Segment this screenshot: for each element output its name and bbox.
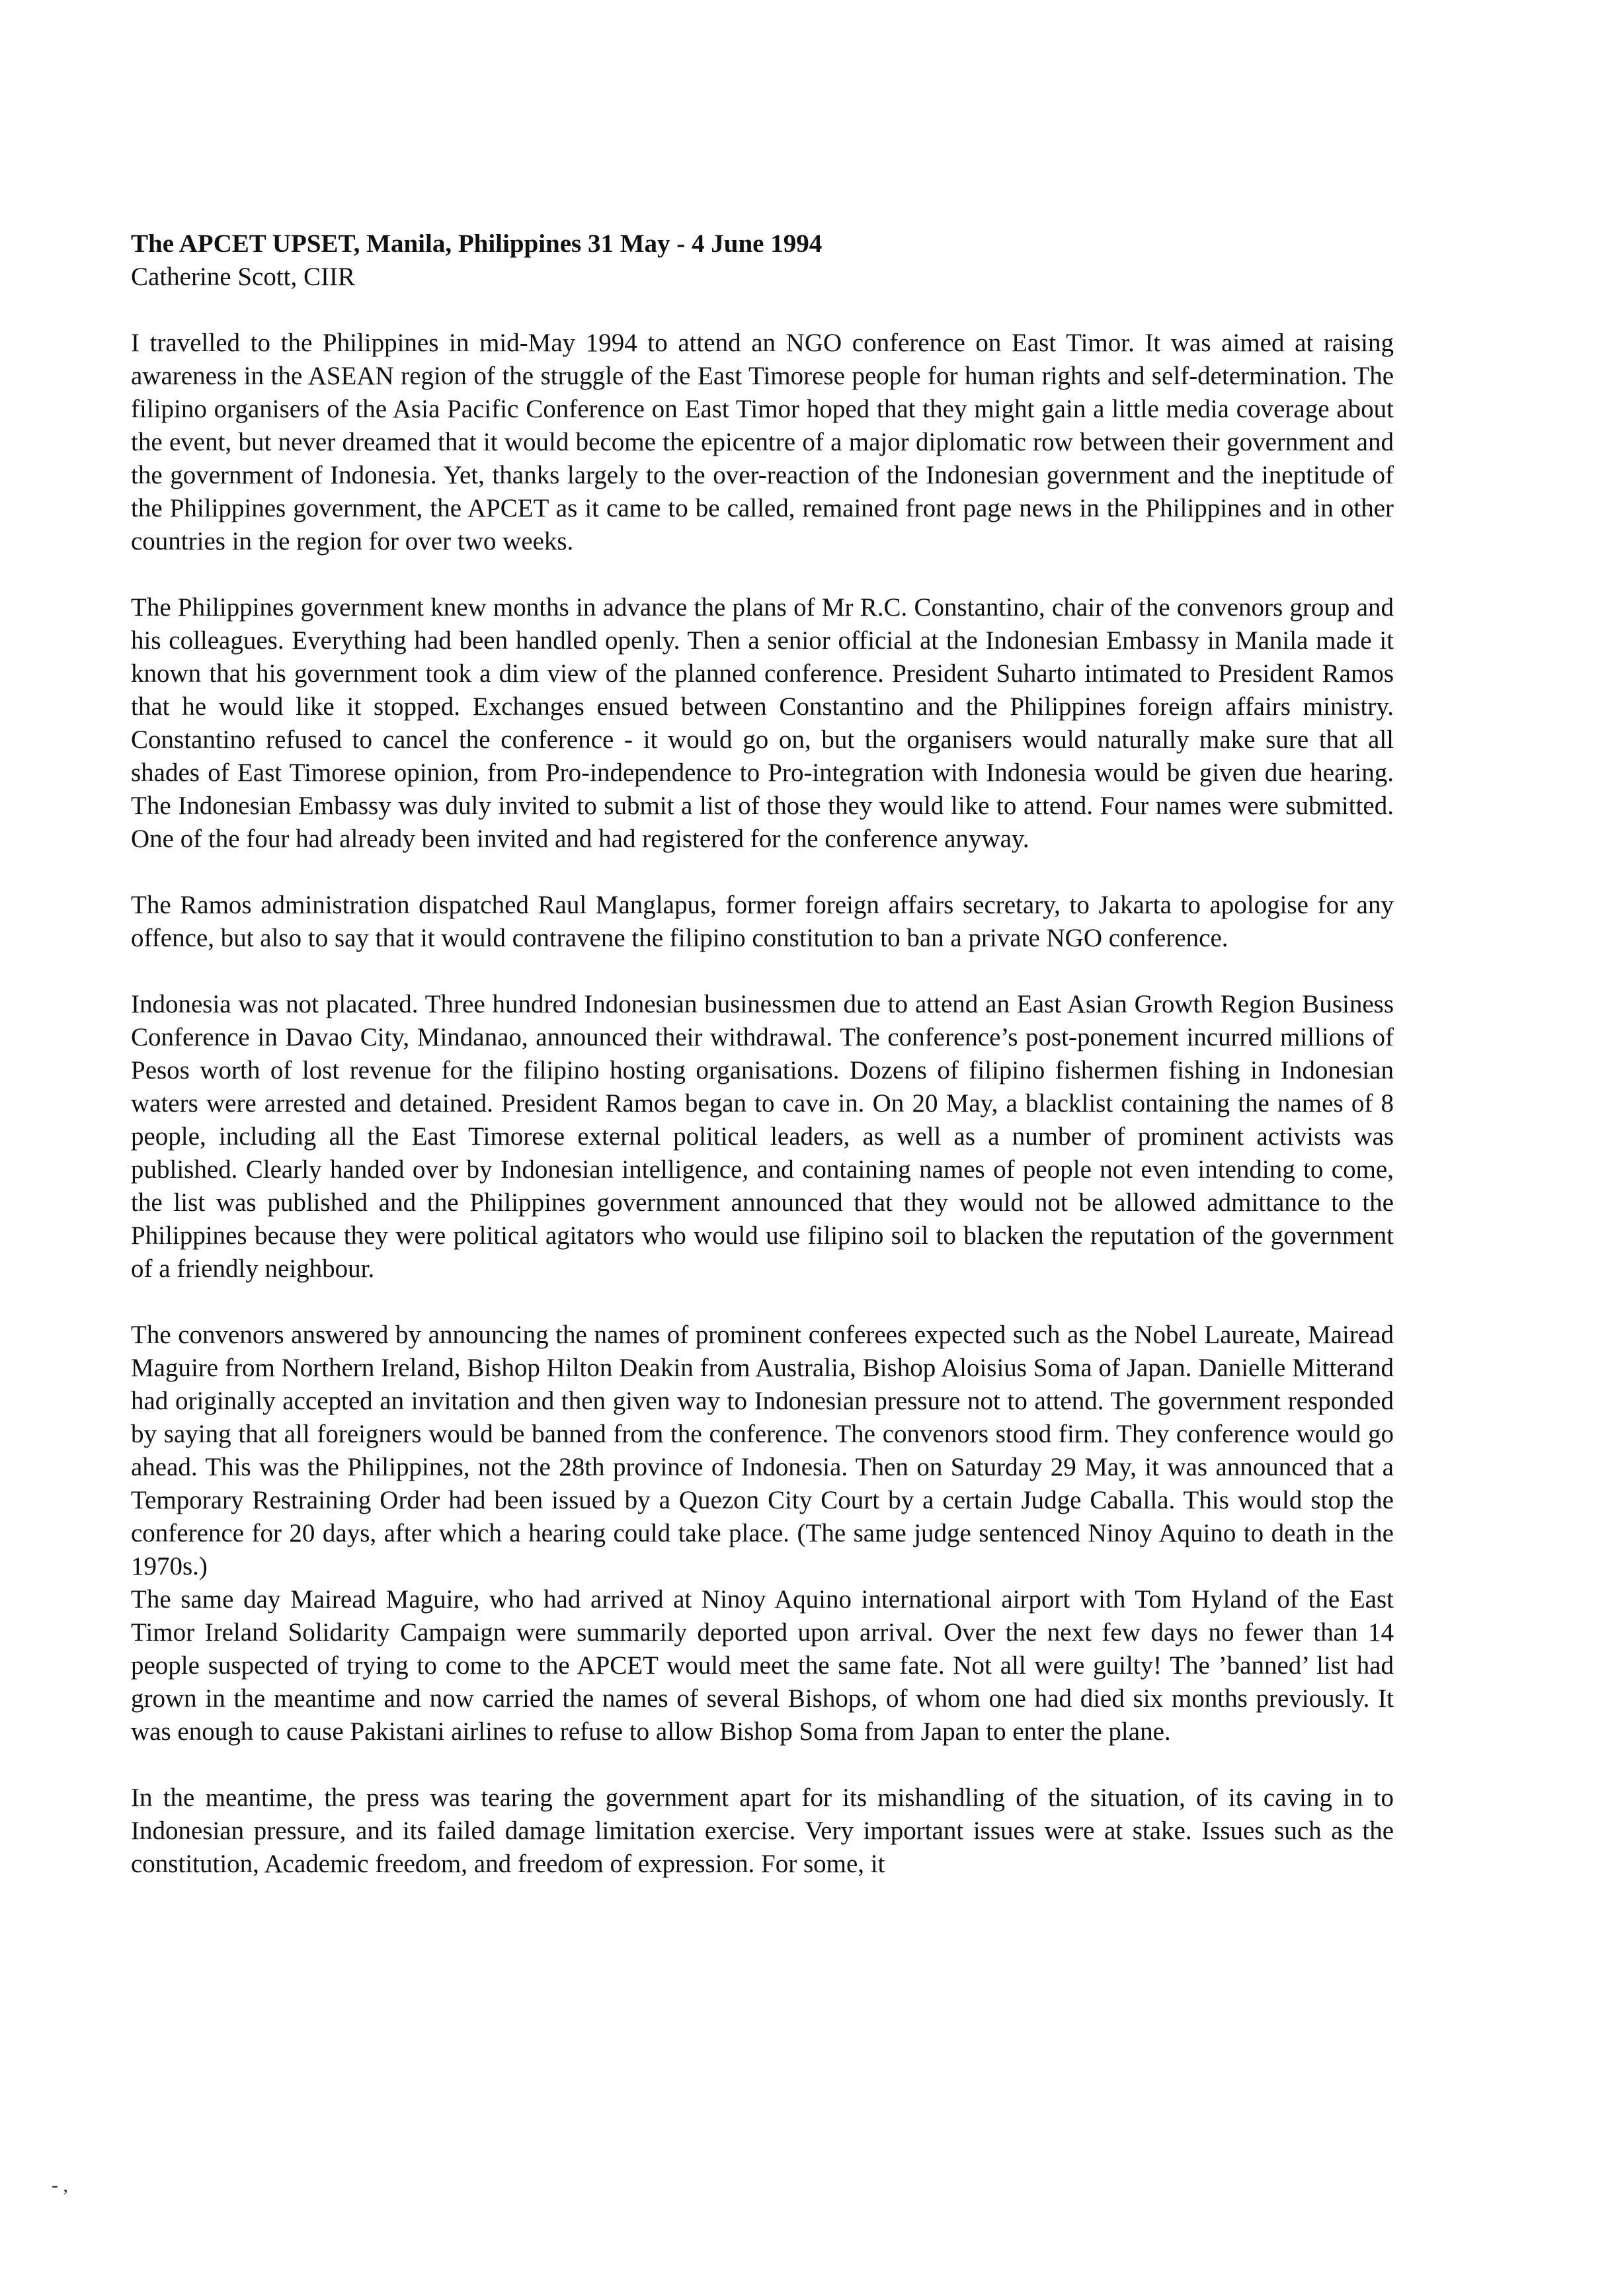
paragraph-intro: I travelled to the Philippines in mid-May 1994 to attend an NGO conference on East Timor. It was aimed at raising awareness in the ASEAN region of the struggle of the East Timorese people for human rights and self-determination. The filipino organisers of the Asia Pacific Conference on East Timor hoped that they might gain a little media coverage about the event, but never dreamed that it would become the epicentre of a major diplomatic row between their government and the government of Indonesia. Yet, thanks largely to the over-reaction of the Indonesian government and the ineptitude of the Philippines government, the APCET as it came to be called, remained front page news in the Philippines and in other countries in the region for over two weeks.	[131, 329, 1394, 555]
paragraph-ramos-administration: The Ramos administration dispatched Raul Manglapus, former foreign affairs secretary, to Jakarta to apologise for any offence, but also to say that it would contravene the filipino constitution to ban a private NGO conference.	[131, 891, 1394, 952]
paragraph-deportations: The same day Mairead Maguire, who had arrived at Ninoy Aquino international airport with Tom Hyland of the East Timor Ireland Solidarity Campaign were summarily deported upon arrival. Over the next few days no fewer than 14 people suspected of trying to come to the APCET would meet the same fate. Not all were guilty! The ’banned’ list had grown in the meantime and now carried the names of several Bishops, of whom one had died six months previously. It was enough to cause Pakistani airlines to refuse to allow Bishop Soma from Japan to enter the plane.	[131, 1585, 1394, 1746]
paragraph-convenors-answered: The convenors answered by announcing the names of prominent conferees expected such as the Nobel Laureate, Mairead Maguire from Northern Ireland, Bishop Hilton Deakin from Australia, Bishop Aloisius Soma of Japan. Danielle Mitterand had originally accepted an invitation and then given way to Indonesian pressure not to attend. The government responded by saying that all foreigners would be banned from the conference. The convenors stood firm. They conference would go ahead. This was the Philippines, not the 28th province of Indonesia. Then on Saturday 29 May, it was announced that a Temporary Restraining Order had been issued by a Quezon City Court by a certain Judge Caballa. This would stop the conference for 20 days, after which a hearing could take place. (The same judge sentenced Ninoy Aquino to death in the 1970s.)	[131, 1321, 1394, 1580]
document-author: Catherine Scott, CIIR	[131, 263, 356, 291]
page-corner-mark: - ,	[52, 2174, 68, 2196]
document-body	[131, 227, 1394, 1914]
document-title: The APCET UPSET, Manila, Philippines 31 May - 4 June 1994	[131, 229, 823, 258]
paragraph-indonesia-not-placated: Indonesia was not placated. Three hundred Indonesian businessmen due to attend an East Asian Growth Region Business Conference in Davao City, Mindanao, announced their withdrawal. The conference’s post-ponement incurred millions of Pesos worth of lost revenue for the filipino hosting organisations. Dozens of filipino fishermen fishing in Indonesian waters were arrested and detained. President Ramos began to cave in. On 20 May, a blacklist containing the names of 8 people, including all the East Timorese external political leaders, as well as a number of prominent activists was published. Clearly handed over by Indonesian intelligence, and containing names of people not even intending to come, the list was published and the Philippines government announced that they would not be allowed admittance to the Philippines because they were political agitators who would use filipino soil to blacken the reputation of the government of a friendly neighbour.	[131, 990, 1394, 1283]
paragraph-government-plans: The Philippines government knew months in advance the plans of Mr R.C. Constantino, chair of the convenors group and his colleagues. Everything had been handled openly. Then a senior official at the Indonesian Embassy in Manila made it known that his government took a dim view of the planned conference. President Suharto intimated to President Ramos that he would like it stopped. Exchanges ensued between Constantino and the Philippines foreign affairs ministry. Constantino refused to cancel the conference - it would go on, but the organisers would naturally make sure that all shades of East Timorese opinion, from Pro-independence to Pro-integration with Indonesia would be given due hearing. The Indonesian Embassy was duly invited to submit a list of those they would like to attend. Four names were submitted. One of the four had already been invited and had registered for the conference anyway.	[131, 593, 1394, 853]
paragraph-press-reaction: In the meantime, the press was tearing the government apart for its mishandling of the situation, of its caving in to Indonesian pressure, and its failed damage limitation exercise. Very important issues were at stake. Issues such as the constitution, Academic freedom, and freedom of expression. For some, it	[131, 1784, 1394, 1878]
